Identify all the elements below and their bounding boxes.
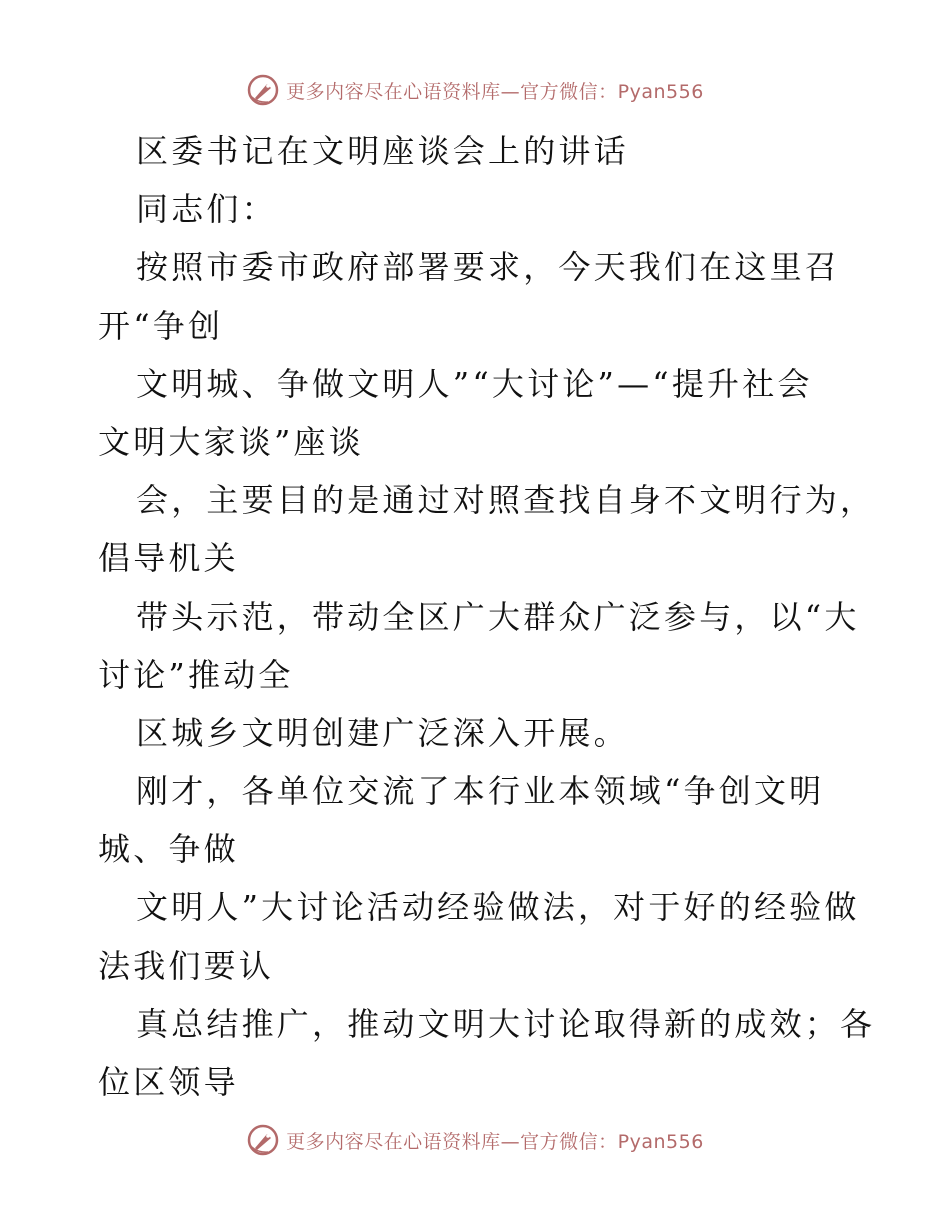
text-line: 刚才，各单位交流了本行业本领域“争创文明 — [136, 772, 825, 811]
document-body — [98, 122, 876, 1111]
text-line: 真总结推广，推动文明大讨论取得新的成效；各 — [136, 1004, 876, 1043]
text-line: 倡导机关 — [98, 539, 239, 578]
pen-nib-circle-logo-icon — [246, 1123, 280, 1157]
text-line: 会，主要目的是通过对照查找自身不文明行为， — [136, 481, 876, 520]
text-line: 开“争创 — [98, 306, 224, 345]
text-line: 城、争做 — [98, 830, 239, 869]
text-line: 位区领导 — [98, 1063, 239, 1101]
text-line: 按照市委市政府部署要求，今天我们在这里召 — [136, 248, 841, 287]
text-line: 文明大家谈”座谈 — [98, 422, 364, 461]
text-line: 同志们： — [136, 190, 277, 229]
text-line: 文明人”大讨论活动经验做法，对于好的经验做 — [136, 888, 860, 927]
header-banner-text: 更多内容尽在心语资料库—官方微信：Pyan556 — [286, 80, 704, 103]
header-banner — [0, 72, 950, 108]
text-line: 带头示范，带动全区广大群众广泛参与，以“大 — [136, 597, 860, 636]
footer-banner-text: 更多内容尽在心语资料库—官方微信：Pyan556 — [286, 1130, 704, 1153]
document-title-line: 区委书记在文明座谈会上的讲话 — [136, 132, 629, 170]
text-line: 文明城、争做文明人”“大讨论”—“提升社会 — [136, 364, 813, 403]
text-line: 法我们要认 — [98, 946, 275, 985]
pen-nib-circle-logo-icon — [246, 73, 280, 107]
text-line: 讨论”推动全 — [98, 655, 294, 694]
footer-banner — [0, 1122, 950, 1158]
text-line: 区城乡文明创建广泛深入开展。 — [136, 713, 629, 752]
